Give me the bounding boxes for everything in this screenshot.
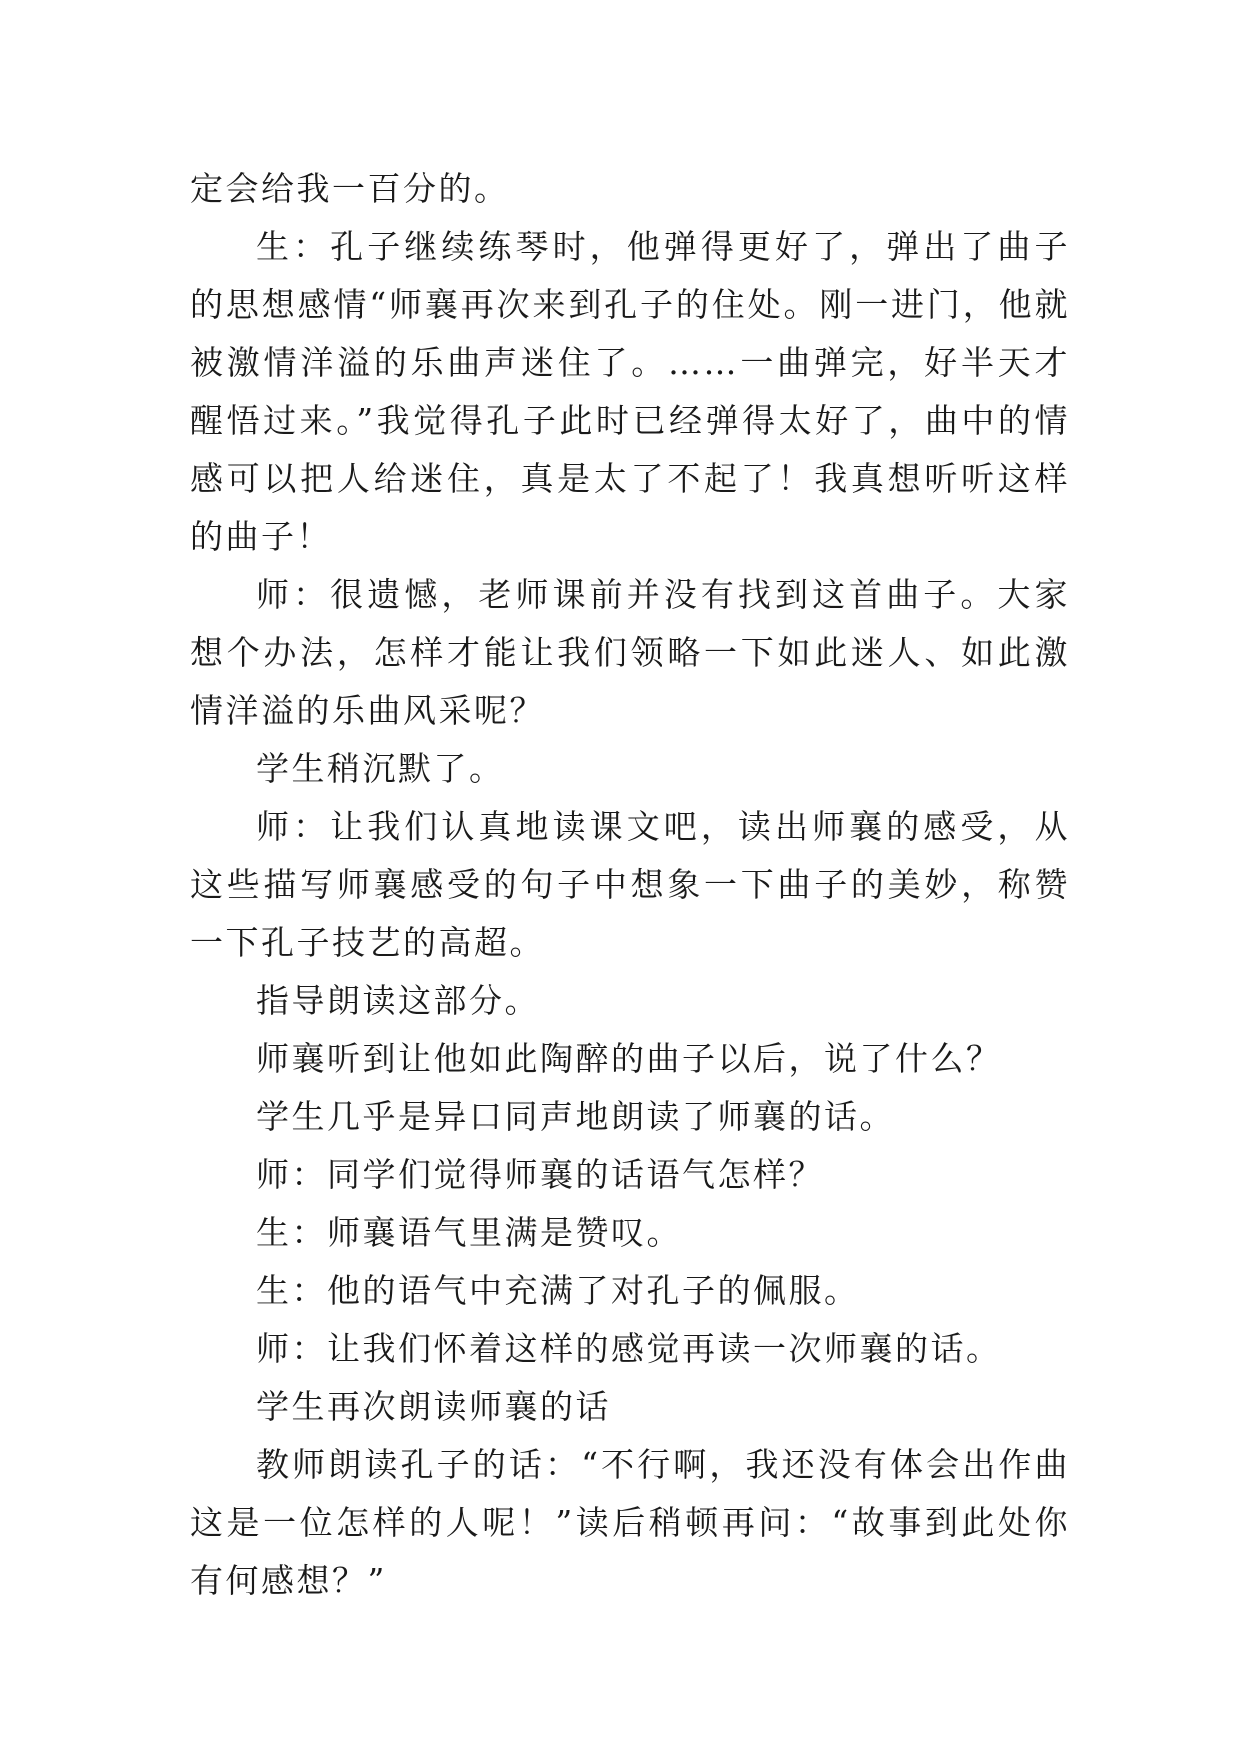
paragraph-student-reading: 学生几乎是异口同声地朗读了师襄的话。	[256, 1097, 895, 1136]
paragraph-continuation: 定会给我一百分的。	[190, 169, 510, 208]
paragraph-teacher-question-3: 师：同学们觉得师襄的话语气怎样？	[256, 1155, 824, 1194]
paragraph-student-response-3: 生：他的语气中充满了对孔子的佩服。	[256, 1271, 860, 1310]
paragraph-teacher-reading: 教师朗读孔子的话：“不行啊，我还没有体会出作曲这是一位怎样的人呢！”读后稍顿再问：“故事到此处你有何感想？”	[190, 1445, 1070, 1600]
paragraph-guided-reading: 指导朗读这部分。	[256, 981, 540, 1020]
document-page	[190, 160, 1070, 1610]
paragraph-student-response-2: 生：师襄语气里满是赞叹。	[256, 1213, 682, 1252]
paragraph-student-response-1: 生：孔子继续练琴时，他弹得更好了，弹出了曲子的思想感情“师襄再次来到孔子的住处。刚一进门，他就被激情洋溢的乐曲声迷住了。……一曲弹完，好半天才醒悟过来。”我觉得孔子此时已经弹得太好了，曲中的情感可以把人给迷住，真是太了不起了！我真想听听这样的曲子！	[190, 227, 1070, 556]
paragraph-teacher-question-1: 师：很遗憾，老师课前并没有找到这首曲子。大家想个办法，怎样才能让我们领略一下如此迷人、如此激情洋溢的乐曲风采呢？	[190, 575, 1070, 730]
paragraph-teacher-instruction: 师：让我们认真地读课文吧，读出师襄的感受，从这些描写师襄感受的句子中想象一下曲子的美妙，称赞一下孔子技艺的高超。	[190, 807, 1070, 962]
paragraph-student-silence: 学生稍沉默了。	[256, 749, 505, 788]
paragraph-student-reread: 学生再次朗读师襄的话	[256, 1387, 611, 1426]
paragraph-teacher-instruction-2: 师：让我们怀着这样的感觉再读一次师襄的话。	[256, 1329, 1002, 1368]
paragraph-teacher-question-2: 师襄听到让他如此陶醉的曲子以后，说了什么？	[256, 1039, 1002, 1078]
